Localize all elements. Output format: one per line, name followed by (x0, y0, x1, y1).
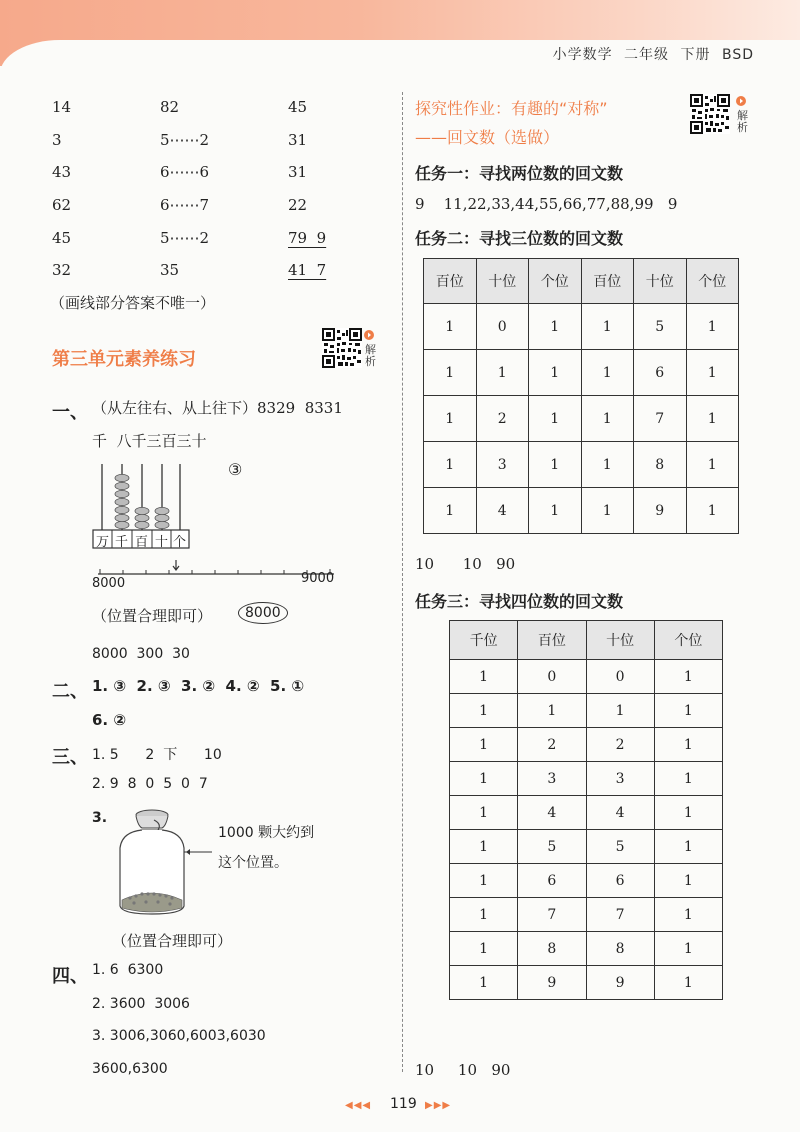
table-cell: 3 (476, 442, 529, 488)
table-cell: 1 (529, 396, 582, 442)
table-cell: 1 (450, 694, 518, 728)
qr-label: 解析 (365, 343, 376, 368)
table-cell: 8 (586, 932, 654, 966)
play-arrow-icon (364, 330, 374, 340)
table-row (450, 830, 723, 864)
table-row (450, 966, 723, 1000)
jar-figure (116, 808, 216, 916)
table-cell: 8 (518, 932, 586, 966)
table-cell: 7 (586, 898, 654, 932)
table-cell: 5 (518, 830, 586, 864)
table-cell: 1 (654, 898, 722, 932)
table-cell: 6 (634, 350, 687, 396)
grid-cell: 82 (160, 98, 180, 116)
abacus-label-bai: 百 (135, 535, 149, 550)
grid-cell: 5⋯⋯2 (160, 229, 210, 247)
task1-answer: 9 11,22,33,44,55,66,77,88,99 9 (415, 195, 678, 213)
table-header-cell: 个位 (654, 621, 722, 660)
table-cell: 1 (450, 762, 518, 796)
table-cell: 4 (476, 488, 529, 534)
sec2-line1: 1. ③ 2. ③ 3. ② 4. ② 5. ① (92, 677, 305, 695)
grid-cell: 45 (52, 229, 72, 247)
grid-cell: 14 (52, 98, 72, 116)
table-cell: 1 (654, 830, 722, 864)
jar-note-line2: 这个位置。 (218, 855, 288, 871)
table-row (450, 660, 723, 694)
table-cell: 7 (634, 396, 687, 442)
task3-answer: 10 10 90 (415, 1061, 511, 1079)
table-header-cell: 十位 (476, 259, 529, 304)
section-number: 三、 (52, 747, 88, 768)
table-header-cell: 百位 (581, 259, 634, 304)
sec4-item3: 3. 3006,3060,6003,6030 (92, 1028, 266, 1044)
table-cell: 1 (581, 304, 634, 350)
table-cell: 2 (586, 728, 654, 762)
table-cell: 1 (654, 932, 722, 966)
table-row (424, 488, 739, 534)
table-cell: 1 (686, 350, 739, 396)
table-cell: 6 (586, 864, 654, 898)
table-cell: 1 (686, 442, 739, 488)
sec4-item1: 1. 6 6300 (92, 962, 164, 978)
table-cell: 1 (424, 396, 477, 442)
table-cell: 1 (654, 966, 722, 1000)
task1-label: 任务一：寻找两位数的回文数 (415, 164, 624, 183)
grid-cell: 6⋯⋯7 (160, 196, 210, 214)
grid-cell: 43 (52, 163, 72, 181)
sec3-item1: 1. 5 2 下 10 (92, 747, 222, 763)
grid-cell: 35 (160, 261, 180, 279)
table-cell: 1 (424, 350, 477, 396)
sec1-line1: （从左往右、从上往下）8329 8331 (92, 399, 343, 417)
table-cell: 1 (654, 762, 722, 796)
table-cell: 1 (529, 488, 582, 534)
table-cell: 1 (654, 694, 722, 728)
table-cell: 1 (424, 442, 477, 488)
table-header-row (450, 621, 723, 660)
table-cell: 1 (518, 694, 586, 728)
play-arrow-icon (736, 96, 746, 106)
abacus-label-wan: 万 (96, 535, 110, 550)
table-cell: 7 (518, 898, 586, 932)
circled-number (238, 602, 288, 624)
table-header-cell: 个位 (529, 259, 582, 304)
table-row (450, 864, 723, 898)
three-digit-table (423, 258, 739, 534)
grid-cell-underlined: 41 7 (288, 261, 327, 279)
sec1-line3: （位置合理即可） (92, 607, 213, 625)
task2-answer: 10 10 90 (415, 555, 516, 573)
abacus-label-qian: 千 (115, 535, 129, 550)
grid-cell-underlined: 79 9 (288, 229, 327, 247)
table-cell: 1 (424, 488, 477, 534)
table-cell: 5 (634, 304, 687, 350)
table-header-cell: 百位 (424, 259, 477, 304)
table-cell: 1 (654, 864, 722, 898)
table-header-cell: 千位 (450, 621, 518, 660)
grid-cell: 45 (288, 98, 308, 116)
table-cell: 6 (518, 864, 586, 898)
table-cell: 1 (529, 350, 582, 396)
table-row (450, 762, 723, 796)
table-cell: 1 (581, 396, 634, 442)
table-row (424, 396, 739, 442)
table-row (450, 898, 723, 932)
table-cell: 1 (686, 304, 739, 350)
table-cell: 1 (450, 932, 518, 966)
exploration-subtitle: ——回文数（选做） (415, 128, 560, 147)
table-cell: 1 (581, 350, 634, 396)
table-header-cell: 个位 (686, 259, 739, 304)
table-cell: 1 (581, 488, 634, 534)
section-number: 二、 (52, 681, 88, 702)
table-cell: 3 (518, 762, 586, 796)
jar-position-note: （位置合理即可） (112, 932, 233, 950)
table-row (424, 442, 739, 488)
table-cell: 2 (476, 396, 529, 442)
table-header-cell: 百位 (518, 621, 586, 660)
table-header-cell: 十位 (634, 259, 687, 304)
sec1-line4: 8000 300 30 (92, 646, 190, 662)
jar-note-line1: 1000 颗大约到 (218, 825, 315, 841)
arrow-down-icon (173, 560, 179, 570)
table-row (424, 304, 739, 350)
sec1-circled-answer: ③ (228, 460, 243, 479)
table-header-row (424, 259, 739, 304)
table-cell: 1 (450, 898, 518, 932)
table-cell: 1 (529, 442, 582, 488)
task2-label: 任务二：寻找三位数的回文数 (415, 229, 624, 248)
unit-title: 第三单元素养练习 (52, 349, 196, 370)
grid-cell: 62 (52, 196, 72, 214)
table-cell: 4 (518, 796, 586, 830)
table-cell: 0 (518, 660, 586, 694)
table-cell: 1 (654, 796, 722, 830)
prev-arrows-icon: ◀◀◀ (345, 1100, 372, 1111)
qr-code-icon (690, 94, 730, 134)
qr-code-icon (322, 328, 362, 368)
page-number: 119 (390, 1096, 417, 1112)
table-cell: 1 (686, 488, 739, 534)
table-cell: 1 (654, 660, 722, 694)
exploration-title: 探究性作业：有趣的“对称” (415, 99, 608, 118)
table-cell: 1 (529, 304, 582, 350)
grid-cell: 6⋯⋯6 (160, 163, 210, 181)
table-cell: 5 (586, 830, 654, 864)
grid-cell: 31 (288, 163, 308, 181)
number-line-end: 9000 (301, 571, 335, 586)
sec4-item2: 2. 3600 3006 (92, 996, 190, 1012)
table-row (450, 728, 723, 762)
table-cell: 0 (586, 660, 654, 694)
column-divider (402, 92, 403, 1072)
table-cell: 9 (586, 966, 654, 1000)
table-cell: 1 (686, 396, 739, 442)
table-cell: 1 (450, 966, 518, 1000)
table-cell: 1 (450, 728, 518, 762)
table-cell: 0 (476, 304, 529, 350)
table-cell: 1 (476, 350, 529, 396)
table-cell: 1 (654, 728, 722, 762)
sec1-line2: 千 八千三百三十 (92, 432, 207, 450)
table-cell: 9 (634, 488, 687, 534)
table-cell: 3 (586, 762, 654, 796)
number-line-start: 8000 (92, 576, 126, 591)
table-header-cell: 十位 (586, 621, 654, 660)
table-row (450, 796, 723, 830)
section-number: 一、 (52, 402, 88, 423)
circled-number-text: 8000 (238, 602, 288, 624)
table-cell: 9 (518, 966, 586, 1000)
table-cell: 2 (518, 728, 586, 762)
grid-cell: 3 (52, 131, 62, 149)
section-number: 四、 (52, 966, 88, 987)
table-cell: 4 (586, 796, 654, 830)
grid-cell: 22 (288, 196, 308, 214)
grid-cell: 5⋯⋯2 (160, 131, 210, 149)
task3-label: 任务三：寻找四位数的回文数 (415, 592, 624, 611)
table-cell: 8 (634, 442, 687, 488)
sec3-item3: 3. (92, 810, 108, 826)
header-title: 小学数学 二年级 下册 BSD (552, 47, 754, 63)
table-cell: 1 (450, 864, 518, 898)
table-row (450, 694, 723, 728)
sec3-item2: 2. 9 8 0 5 0 7 (92, 776, 208, 792)
table-cell: 1 (424, 304, 477, 350)
qr-label: 解析 (737, 109, 748, 134)
abacus-label-shi: 十 (155, 535, 169, 550)
next-arrows-icon: ▶▶▶ (425, 1100, 452, 1111)
table-cell: 1 (450, 660, 518, 694)
sec4-item3b: 3600,6300 (92, 1061, 168, 1077)
table-cell: 1 (586, 694, 654, 728)
table-cell: 1 (450, 796, 518, 830)
table-cell: 1 (581, 442, 634, 488)
abacus-label-ge: 个 (173, 535, 187, 550)
table-row (424, 350, 739, 396)
grid-cell: 32 (52, 261, 72, 279)
table-cell: 1 (450, 830, 518, 864)
table-row (450, 932, 723, 966)
answer-note: （画线部分答案不唯一） (50, 294, 216, 312)
grid-cell: 31 (288, 131, 308, 149)
sec2-line2: 6. ② (92, 711, 127, 729)
four-digit-table (449, 620, 723, 1000)
